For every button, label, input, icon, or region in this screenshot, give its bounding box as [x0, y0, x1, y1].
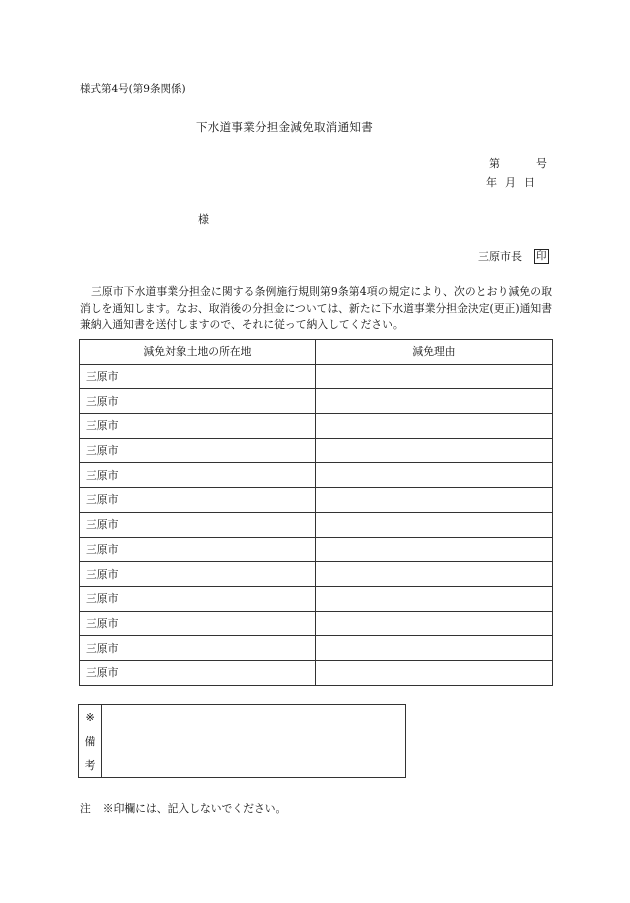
location-cell: 三原市 — [80, 438, 316, 463]
table-row — [80, 636, 553, 661]
reason-cell — [316, 463, 553, 488]
reason-cell — [316, 389, 553, 414]
location-cell: 三原市 — [80, 586, 316, 611]
date-day: 日 — [524, 176, 535, 189]
reason-cell — [316, 512, 553, 537]
table-row — [80, 537, 553, 562]
document-title: 下水道事業分担金減免取消通知書 — [196, 120, 373, 134]
remarks-char-2: 考 — [84, 759, 96, 772]
location-cell: 三原市 — [80, 463, 316, 488]
number-suffix: 号 — [536, 157, 547, 170]
addressee-honorific: 様 — [198, 213, 209, 226]
location-cell: 三原市 — [80, 364, 316, 389]
table-row — [80, 414, 553, 439]
location-cell: 三原市 — [80, 537, 316, 562]
reason-cell — [316, 660, 553, 685]
date-year: 年 — [486, 176, 497, 189]
location-cell: 三原市 — [80, 611, 316, 636]
table-row — [80, 488, 553, 513]
remarks-char-1: 備 — [84, 734, 96, 748]
reason-cell — [316, 562, 553, 587]
table-row — [80, 512, 553, 537]
reason-cell — [316, 438, 553, 463]
header-location: 減免対象土地の所在地 — [80, 340, 316, 365]
reason-cell — [316, 488, 553, 513]
exemption-table — [79, 339, 553, 686]
table-row — [80, 562, 553, 587]
document-number-line — [489, 155, 547, 171]
date-month: 月 — [505, 176, 516, 189]
table-row — [80, 364, 553, 389]
remarks-box — [78, 704, 406, 778]
number-prefix: 第 — [489, 157, 500, 170]
footnote-text: ※印欄には、記入しないでください。 — [102, 802, 287, 815]
reason-cell — [316, 611, 553, 636]
date-line — [486, 174, 535, 190]
table-row — [80, 463, 553, 488]
table-row — [80, 586, 553, 611]
form-number: 様式第4号(第9条関係) — [80, 83, 186, 95]
seal-mark: 印 — [536, 249, 547, 262]
location-cell: 三原市 — [80, 512, 316, 537]
reason-cell — [316, 537, 553, 562]
remarks-mark: ※ — [85, 711, 95, 724]
issuer-name: 三原市長 — [478, 250, 522, 263]
reason-cell — [316, 586, 553, 611]
location-cell: 三原市 — [80, 488, 316, 513]
reason-cell — [316, 636, 553, 661]
location-cell: 三原市 — [80, 636, 316, 661]
table-row — [80, 438, 553, 463]
table-header-row — [80, 340, 553, 365]
remarks-label — [79, 705, 102, 777]
table-row — [80, 660, 553, 685]
issuer-line — [478, 248, 549, 264]
reason-cell — [316, 364, 553, 389]
table-row — [80, 611, 553, 636]
table-row — [80, 389, 553, 414]
reason-cell — [316, 414, 553, 439]
header-reason: 減免理由 — [316, 340, 553, 365]
body-paragraph: 三原市下水道事業分担金に関する条例施行規則第9条第4項の規定により、次のとおり減免の取消しを通知します。なお、取消後の分担金については、新たに下水道事業分担金決定(更正)通知書兼納入通知書を送付しますので、それに従って納入してください。 — [80, 285, 552, 331]
location-cell: 三原市 — [80, 389, 316, 414]
location-cell: 三原市 — [80, 562, 316, 587]
footnote — [80, 801, 286, 816]
location-cell: 三原市 — [80, 660, 316, 685]
location-cell: 三原市 — [80, 414, 316, 439]
footnote-label: 注 — [80, 802, 91, 815]
